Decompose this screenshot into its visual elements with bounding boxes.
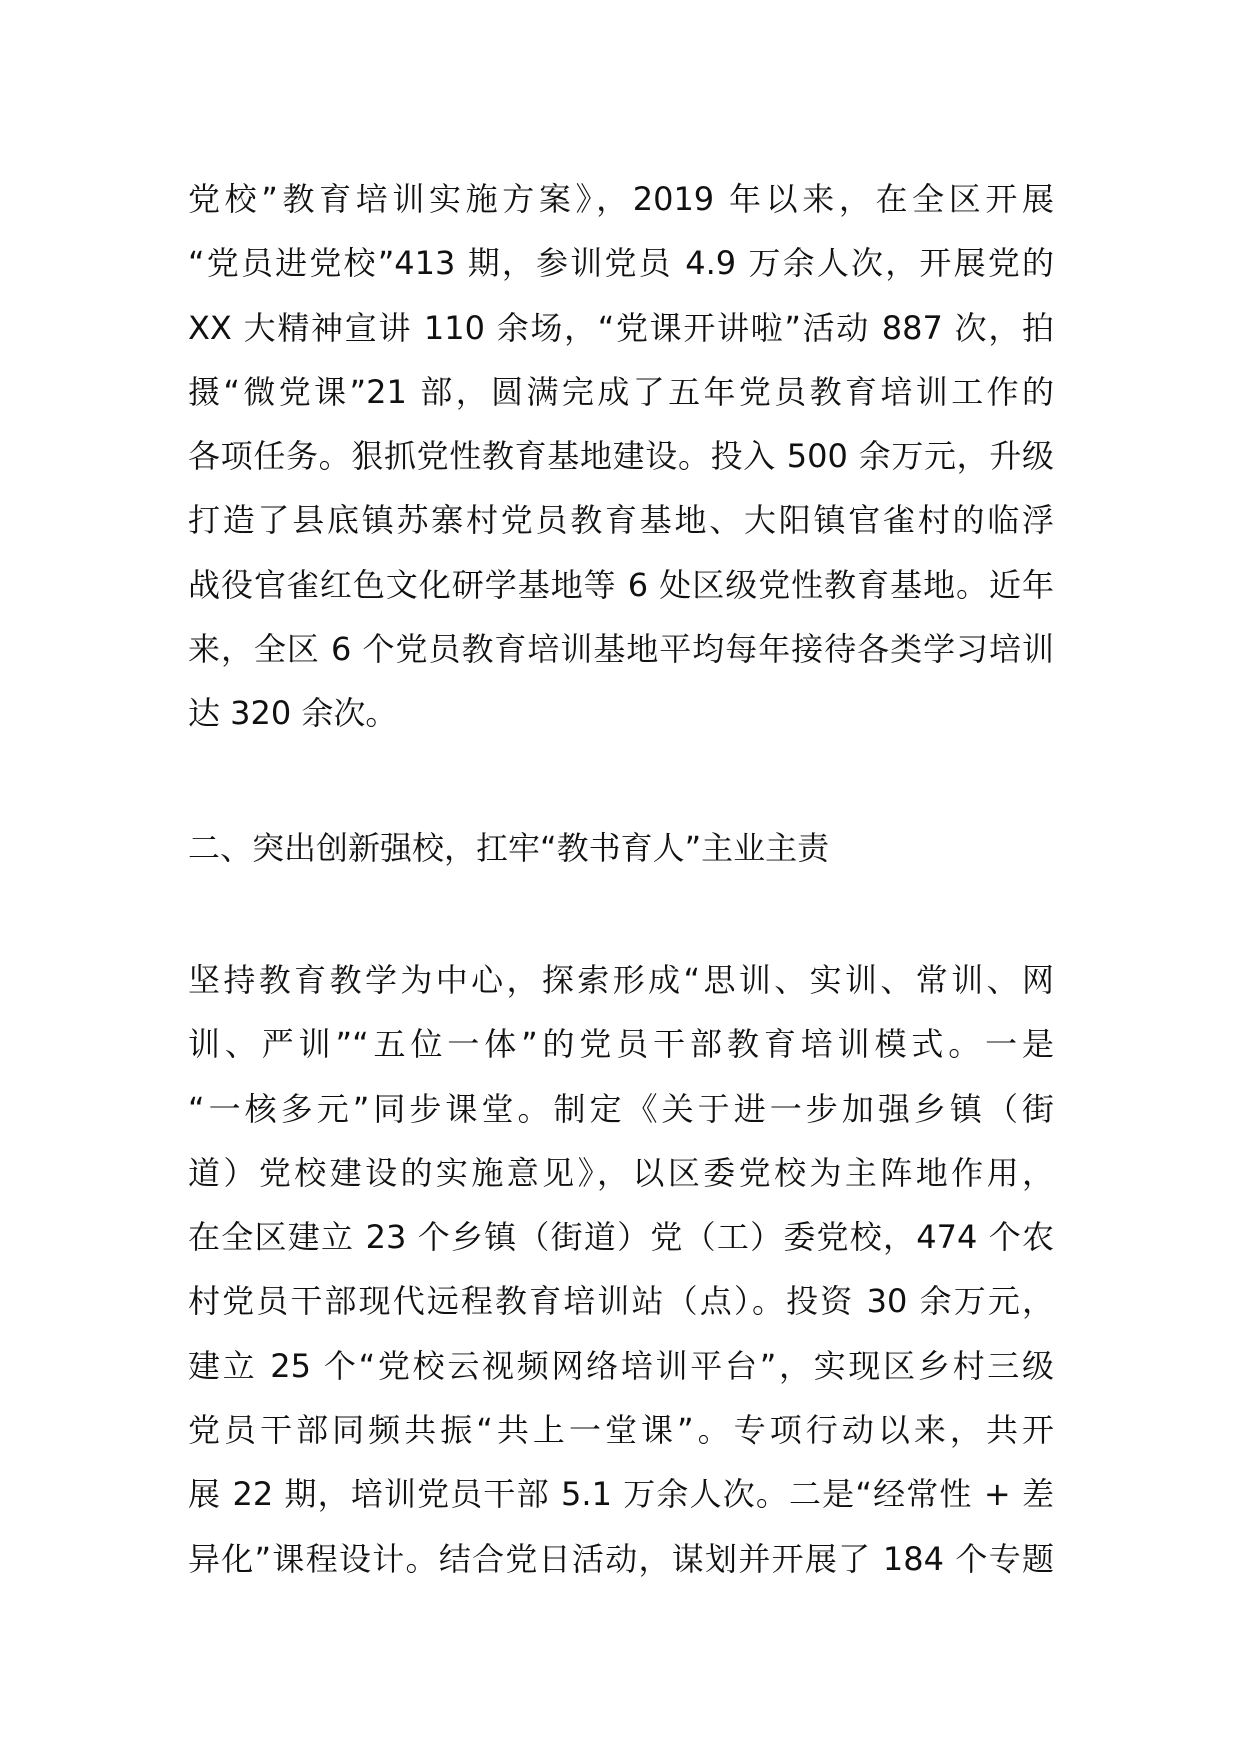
- paragraph-line: 训、严训”“五位一体”的党员干部教育培训模式。一是: [188, 1025, 1054, 1064]
- paragraph-line: 异化”课程设计。结合党日活动，谋划并开展了 184 个专题: [188, 1539, 1054, 1578]
- section-heading: [188, 816, 1054, 880]
- paragraph-line: 来，全区 6 个党员教育培训基地平均每年接待各类学习培训: [188, 630, 1054, 669]
- paragraph-line: 党员干部同频共振“共上一堂课”。专项行动以来，共开: [188, 1411, 1054, 1450]
- paragraph-party-school-training: [188, 167, 1054, 746]
- section-heading-text: 二、突出创新强校，扛牢“教书育人”主业主责: [188, 829, 830, 867]
- paragraph-line: 在全区建立 23 个乡镇（街道）党（工）委党校，474 个农: [188, 1218, 1054, 1257]
- paragraph-line: “党员进党校”413 期，参训党员 4.9 万余人次，开展党的: [188, 244, 1054, 283]
- paragraph-line: XX 大精神宣讲 110 余场，“党课开讲啦”活动 887 次，拍: [188, 308, 1054, 347]
- paragraph-line: 达 320 余次。: [188, 694, 398, 733]
- paragraph-line: 各项任务。狠抓党性教育基地建设。投入 500 余万元，升级: [188, 437, 1054, 476]
- paragraph-line: “一核多元”同步课堂。制定《关于进一步加强乡镇（街: [188, 1089, 1054, 1128]
- paragraph-line: 村党员干部现代远程教育培训站（点）。投资 30 余万元，: [188, 1282, 1054, 1321]
- paragraph-line: 坚持教育教学为中心，探索形成“思训、实训、常训、网: [188, 961, 1054, 999]
- paragraph-line: 摄“微党课”21 部，圆满完成了五年党员教育培训工作的: [188, 372, 1054, 411]
- paragraph-line: 打造了县底镇苏寨村党员教育基地、大阳镇官雀村的临浮: [188, 501, 1054, 540]
- paragraph-line: 道）党校建设的实施意见》，以区委党校为主阵地作用，: [188, 1153, 1054, 1192]
- paragraph-teaching-model: [188, 948, 1054, 1591]
- paragraph-line: 建立 25 个“党校云视频网络培训平台”，实现区乡村三级: [188, 1346, 1054, 1385]
- paragraph-line: 战役官雀红色文化研学基地等 6 处区级党性教育基地。近年: [188, 565, 1054, 604]
- paragraph-line: 党校”教育培训实施方案》，2019 年以来，在全区开展: [188, 180, 1054, 218]
- paragraph-line: 展 22 期，培训党员干部 5.1 万余人次。二是“经常性 + 差: [188, 1475, 1054, 1514]
